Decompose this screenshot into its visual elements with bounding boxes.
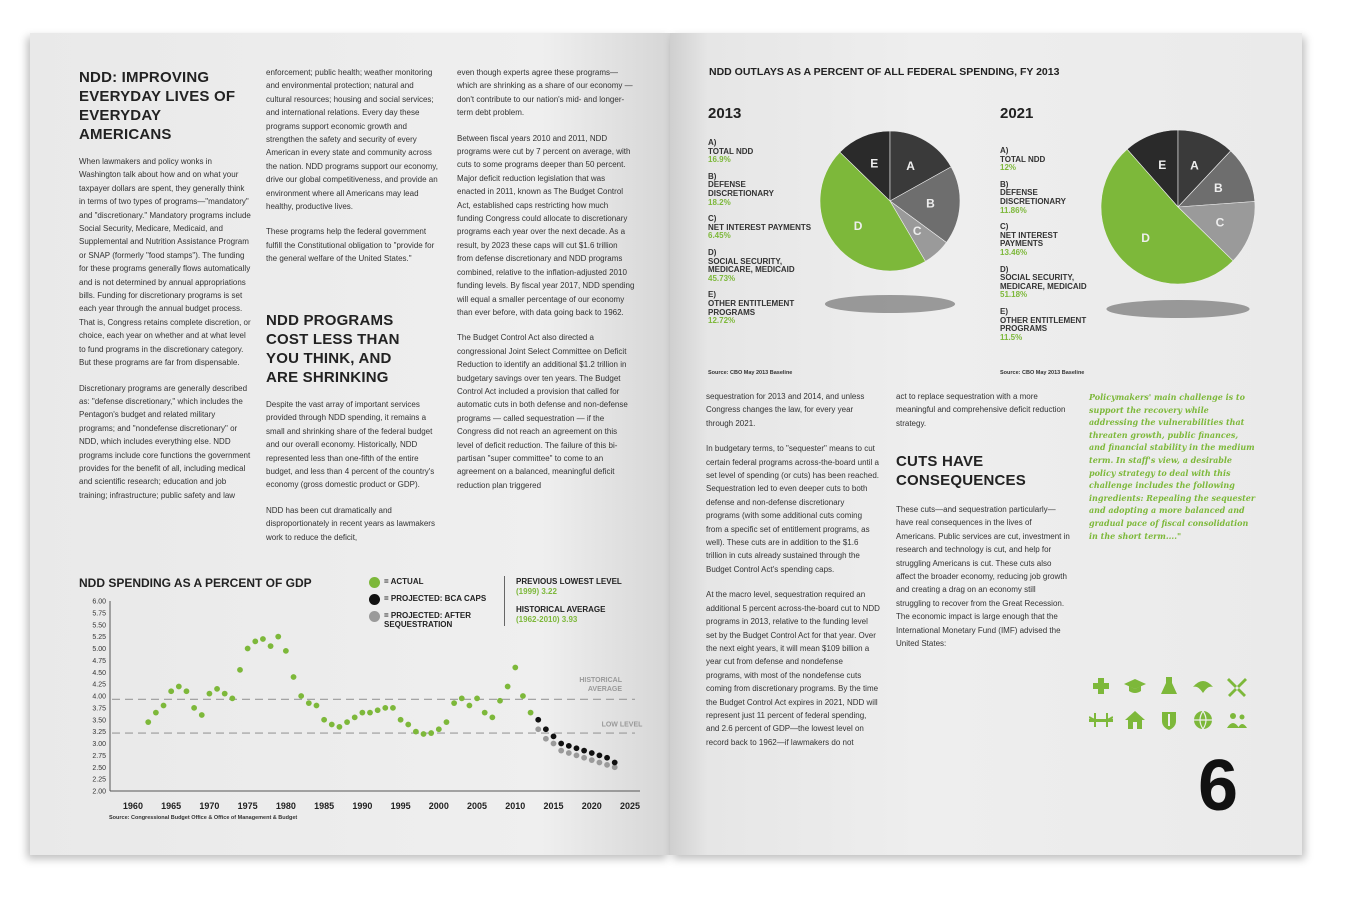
pie-legend-item: E) OTHER ENTITLEMENT PROGRAMS 11.5% bbox=[1000, 306, 1087, 342]
pie-legend-2021 bbox=[1000, 147, 1100, 350]
pie-slice-label: B bbox=[926, 196, 935, 211]
pie-slice-label: C bbox=[1215, 215, 1225, 230]
y-tick-label: 5.25 bbox=[92, 634, 106, 642]
pie-legend-item: B) DEFENSE DISCRETIONARY 11.86% bbox=[1000, 179, 1066, 215]
people-icon bbox=[1225, 709, 1249, 731]
pie-source-2013: Source: CBO May 2013 Baseline bbox=[708, 370, 793, 376]
data-point bbox=[589, 757, 595, 763]
pie-legend-item: C) NET INTEREST PAYMENTS 6.45% bbox=[708, 214, 812, 241]
icon-row bbox=[1089, 675, 1249, 697]
hist-avg-value: (1962-2010) 3.93 bbox=[516, 615, 578, 624]
data-point bbox=[497, 698, 503, 704]
paragraph: The Budget Control Act also directed a congressional Joint Select Committee on Deficit Reduction to identify an additional $1.2 trillion in budgetary savings over ten years. The Budget Control Act included a provision that called for automatic cuts in both defense and non-defense programs — called sequestration — if the Congress did not reach an agreement on this level of deficit reduction. The failure of this bi-partisan "super committee" to come to an agreement on a balanced, meaningful deficit reduction plan triggered bbox=[457, 333, 628, 490]
data-point bbox=[428, 730, 434, 736]
paragraph: act to replace sequestration with a more meaningful and comprehensive deficit reduction strategy. bbox=[896, 392, 1066, 428]
tools-icon bbox=[1225, 675, 1249, 697]
chart-title: NDD SPENDING AS A PERCENT OF GDP bbox=[79, 576, 312, 590]
pie-shadow bbox=[1106, 300, 1249, 318]
data-point bbox=[604, 762, 610, 768]
data-point bbox=[574, 752, 580, 758]
text-column-1 bbox=[79, 155, 251, 514]
y-tick-label: 4.00 bbox=[92, 693, 106, 701]
paragraph: At the macro level, sequestration required an additional 5 percent across-the-board cut to NDD programs in 2013, relative to the funding level set by the Budget Control Act for that year. Over the next eight years, it will mean $109 billion a year cut from defense and nondefense programs, with most of the nondefense cuts coming from discretionary programs. By the time the Budget Control Act expires in 2021, NDD will represent just 11 percent of federal spending, and 2.6 percent of GDP—the lowest level on record back to 1962—if lawmakers do not bbox=[706, 590, 880, 747]
pie-chart-2021 bbox=[1095, 128, 1255, 318]
x-tick-label: 1995 bbox=[390, 801, 411, 811]
data-point bbox=[245, 646, 251, 652]
icon-grid bbox=[1089, 675, 1249, 731]
data-point bbox=[260, 636, 266, 642]
data-point bbox=[306, 700, 312, 706]
x-tick-label: 1980 bbox=[275, 801, 296, 811]
paragraph: Discretionary programs are generally described as: "defense discretionary," which includes the Pentagon's budget and related military programs; and "nondefense discretionary" or NDD, which includes everything else. NDD programs include core functions the government provides for the benefit of all, including medical and scientific research; education and job training; infrastructure; public safety and law bbox=[79, 383, 251, 500]
data-point bbox=[359, 710, 365, 716]
section-heading: NDD PROGRAMS COST LESS THAN YOU THINK, AND ARE SHRINKING bbox=[266, 312, 400, 386]
data-point bbox=[528, 710, 534, 716]
y-tick-label: 2.25 bbox=[92, 776, 106, 784]
medical-cross-icon bbox=[1089, 675, 1113, 697]
data-point bbox=[390, 705, 396, 711]
pie-legend-item: D) SOCIAL SECURITY, MEDICARE, MEDICAID 51.18% bbox=[1000, 264, 1087, 300]
y-tick-label: 4.50 bbox=[92, 669, 106, 677]
data-point bbox=[451, 700, 457, 706]
data-point bbox=[512, 665, 518, 671]
data-point bbox=[207, 691, 213, 697]
legend-dot-green bbox=[369, 577, 380, 588]
data-point bbox=[581, 748, 587, 754]
data-point bbox=[375, 707, 381, 713]
y-tick-label: 2.75 bbox=[92, 752, 106, 760]
pie-slice-label: C bbox=[912, 224, 922, 239]
data-point bbox=[574, 745, 580, 751]
data-point bbox=[229, 695, 235, 701]
paragraph: even though experts agree these programs—which are shrinking as a share of our economy — don't contribute to our nation's mid- and longer-term debt problem. bbox=[457, 68, 633, 118]
pie-legend-item: A) TOTAL NDD 16.9% bbox=[708, 138, 754, 165]
y-tick-label: 2.50 bbox=[92, 764, 106, 772]
data-point bbox=[344, 719, 350, 725]
y-tick-label: 4.75 bbox=[92, 657, 106, 665]
x-tick-label: 2005 bbox=[467, 801, 488, 811]
x-tick-label: 1960 bbox=[122, 801, 143, 811]
data-point bbox=[558, 748, 564, 754]
data-point bbox=[405, 722, 411, 728]
data-point bbox=[413, 729, 419, 735]
pie-slice-label: D bbox=[1141, 230, 1150, 245]
data-point bbox=[597, 760, 603, 766]
left-page bbox=[30, 33, 670, 855]
pie-legend-item: B) DEFENSE DISCRETIONARY 18.2% bbox=[708, 171, 774, 207]
legend-label: = ACTUAL bbox=[384, 577, 424, 586]
flask-icon bbox=[1157, 675, 1181, 697]
data-point bbox=[444, 719, 450, 725]
data-point bbox=[467, 703, 473, 709]
pie-legend-item: C) NET INTEREST PAYMENTS 13.46% bbox=[1000, 222, 1058, 257]
text-column-2 bbox=[266, 66, 441, 278]
paragraph: enforcement; public health; weather monitoring and environmental protection; natural and cultural resources; housing and social services; and international relations. Every day these programs support economic growth and strengthen the safety and security of every American in every state and community across the nation. NDD programs support our economy, drive our global competitiveness, and provide an environment where all Americans may lead healthy, productive lives. bbox=[266, 68, 438, 212]
graduation-cap-icon bbox=[1123, 675, 1147, 697]
hist-avg-line-label: HISTORICAL AVERAGE bbox=[579, 676, 622, 693]
data-point bbox=[535, 726, 541, 732]
data-point bbox=[482, 710, 488, 716]
data-point bbox=[321, 717, 327, 723]
x-tick-label: 1985 bbox=[314, 801, 335, 811]
data-point bbox=[291, 674, 297, 680]
legend-label: = PROJECTED: BCA CAPS bbox=[384, 594, 487, 603]
data-point bbox=[352, 714, 358, 720]
data-point bbox=[581, 755, 587, 761]
bridge-icon bbox=[1089, 709, 1113, 731]
data-point bbox=[589, 750, 595, 756]
data-point bbox=[597, 752, 603, 758]
paragraph: These cuts—and sequestration particularly—have real consequences in the lives of Americans. Public services are cut, investment in research and technology is cut, and help for struggling Americans is cut. These cuts also affect the broader economy, reducing job growth and creating a drag on an economy still struggling to recover from the Great Recession. The economic impact is large enough that the International Monetary Fund (IMF) advised the United States: bbox=[896, 505, 1070, 649]
paragraph: NDD has been cut dramatically and disproportionately in recent years as lawmakers work to reduce the deficit, bbox=[266, 505, 435, 542]
legend-label: = PROJECTED: AFTER SEQUESTRATION bbox=[384, 611, 472, 629]
data-point bbox=[168, 688, 174, 694]
section-heading-consequences: CUTS HAVE CONSEQUENCES bbox=[896, 453, 1026, 489]
x-tick-label: 2025 bbox=[619, 801, 641, 811]
x-tick-label: 2015 bbox=[543, 801, 564, 811]
page-title: NDD: IMPROVING EVERYDAY LIVES OF EVERYDAY AMERICANS bbox=[79, 69, 236, 143]
prev-low-value: (1999) 3.22 bbox=[516, 587, 557, 596]
prev-low-label: PREVIOUS LOWEST LEVEL bbox=[516, 577, 622, 586]
house-icon bbox=[1123, 709, 1147, 731]
data-point bbox=[505, 684, 511, 690]
data-point bbox=[184, 688, 190, 694]
data-point bbox=[551, 733, 557, 739]
pie-slice-label: D bbox=[853, 219, 863, 234]
shield-icon bbox=[1157, 709, 1181, 731]
data-point bbox=[474, 695, 480, 701]
pie-slice-label: E bbox=[1158, 158, 1167, 173]
data-point bbox=[566, 743, 572, 749]
y-tick-label: 2.00 bbox=[92, 788, 106, 796]
pie-legend-item: A) TOTAL NDD 12% bbox=[1000, 146, 1046, 173]
paragraph: When lawmakers and policy wonks in Washington talk about how and on what your taxpayer dollars are spent, they generally think in terms of two types of programs—"mandatory" and "discretionary." Mandatory programs include Social Security, Medicare, Medicaid, and Supplemental and Nutrition Assistance Program or SNAP (formerly "food stamps"). The funding for these programs generally flows automatically and is not determined by annual appropriations bills. Funding for discretionary programs is set each year through the annual budget process. That is, Congress retains complete discretion, or choice, each year on whether and at what level to fund programs in the discretionary category. But these programs are far from dispensable. bbox=[79, 157, 251, 368]
x-tick-label: 1965 bbox=[161, 801, 182, 811]
pie-slice-label: A bbox=[1190, 158, 1199, 173]
hist-avg-label: HISTORICAL AVERAGE bbox=[516, 605, 606, 614]
y-tick-label: 3.25 bbox=[92, 729, 106, 737]
data-point bbox=[367, 710, 373, 716]
x-tick-label: 1975 bbox=[237, 801, 258, 811]
text-column-3 bbox=[457, 66, 635, 504]
y-tick-label: 5.75 bbox=[92, 610, 106, 618]
x-tick-label: 1990 bbox=[352, 801, 373, 811]
data-point bbox=[558, 741, 564, 747]
gdp-scatter-chart bbox=[70, 591, 650, 821]
data-point bbox=[268, 643, 274, 649]
imf-quote: Policymakers' main challenge is to support the recovery while addressing the vulnerabilities that threaten growth, public finances, and financial stability in the medium term. In staff's view, a desirable policy strategy to deal with this challenge includes the following ingredients: Repealing the sequester and adopting a more balanced and gradual pace of fiscal consolidation in the short term...." bbox=[1089, 392, 1256, 541]
pie-legend-2013 bbox=[708, 139, 813, 334]
paragraph: sequestration for 2013 and 2014, and unless Congress changes the law, for every year through 2021. bbox=[706, 392, 865, 428]
data-point bbox=[275, 634, 281, 640]
data-point bbox=[459, 695, 465, 701]
data-point bbox=[398, 717, 404, 723]
data-point bbox=[145, 719, 151, 725]
data-point bbox=[421, 731, 427, 737]
data-point bbox=[176, 684, 182, 690]
paragraph: Despite the vast array of important services provided through NDD spending, it remains a small and shrinking share of the federal budget and our overall economy. Historically, NDD represented less than one-fifth of the entire budget, and less than 4 percent of the country's economy (gross domestic product or GDP). bbox=[266, 400, 435, 490]
data-point bbox=[191, 705, 197, 711]
data-point bbox=[551, 741, 557, 747]
pie-chart-2013 bbox=[815, 121, 965, 316]
pie-slice-label: B bbox=[1213, 180, 1223, 195]
data-point bbox=[252, 638, 258, 644]
y-tick-label: 5.00 bbox=[92, 646, 106, 653]
weather-icon bbox=[1191, 675, 1215, 697]
y-tick-label: 3.75 bbox=[92, 705, 106, 713]
text-column-r2 bbox=[896, 390, 1066, 442]
low-level-line-label: LOW LEVEL bbox=[601, 721, 643, 729]
data-point bbox=[566, 750, 572, 756]
y-tick-label: 5.50 bbox=[92, 622, 106, 630]
data-point bbox=[214, 686, 220, 692]
data-point bbox=[382, 705, 388, 711]
pie-year-2013: 2013 bbox=[708, 105, 742, 122]
data-point bbox=[337, 724, 343, 730]
paragraph: In budgetary terms, to "sequester" means to cut certain federal programs across-the-board until a set level of spending (or cuts) has been reached. Sequestration led to even deeper cuts to both defense and non-defense discretionary programs (with some additional cuts coming from a specific set of entitlement programs, as well). These cuts are in addition to the $1.6 trillion in cuts already sustained through the Budget Control Act's spending caps. bbox=[706, 444, 879, 574]
pie-shadow bbox=[825, 295, 955, 313]
data-point bbox=[283, 648, 289, 654]
text-column-r1 bbox=[706, 390, 880, 761]
data-point bbox=[604, 755, 610, 761]
data-point bbox=[222, 691, 228, 697]
y-tick-label: 4.25 bbox=[92, 681, 106, 689]
legend-actual bbox=[369, 577, 504, 588]
data-point bbox=[237, 667, 243, 673]
pie-year-2021: 2021 bbox=[1000, 105, 1034, 122]
x-tick-label: 1970 bbox=[199, 801, 220, 811]
text-column-r2b bbox=[896, 503, 1070, 662]
pie-slice-label: A bbox=[906, 158, 915, 173]
pies-title: NDD OUTLAYS AS A PERCENT OF ALL FEDERAL SPENDING, FY 2013 bbox=[709, 66, 1060, 78]
data-point bbox=[298, 693, 304, 699]
pie-source-2021: Source: CBO May 2013 Baseline bbox=[1000, 370, 1085, 376]
data-point bbox=[329, 722, 335, 728]
globe-icon bbox=[1191, 709, 1215, 731]
data-point bbox=[543, 736, 549, 742]
data-point bbox=[535, 717, 541, 723]
icon-row bbox=[1089, 709, 1249, 731]
text-column-2b bbox=[266, 398, 441, 556]
paragraph: Between fiscal years 2010 and 2011, NDD programs were cut by 7 percent on average, with cuts to some programs deeper than 50 percent. Major deficit reduction legislation that was enacted in 2011, known as The Budget Control Act, established caps restricting how much funding Congress could allocate to discretionary programs each year over the next decade. As a result, by 2023 these caps will cut $1.6 trillion from defense discretionary and NDD programs combined, relative to the inflation-adjusted 2010 funding levels. By fiscal year 2017, NDD spending will equal a smaller percentage of our economy than ever before, with data going back to 1962. bbox=[457, 133, 635, 317]
x-tick-label: 2020 bbox=[581, 801, 602, 811]
paragraph: These programs help the federal government fulfill the Constitutional obligation to "provide for the general welfare of the United States." bbox=[266, 227, 435, 264]
pie-slice-label: E bbox=[870, 156, 879, 171]
data-point bbox=[153, 710, 159, 716]
pie-legend-item: D) SOCIAL SECURITY, MEDICARE, MEDICAID 45.73% bbox=[708, 247, 795, 283]
right-page bbox=[670, 33, 1302, 855]
data-point bbox=[314, 703, 320, 709]
data-point bbox=[520, 693, 526, 699]
y-tick-label: 3.50 bbox=[92, 717, 106, 725]
data-point bbox=[199, 712, 205, 718]
data-point bbox=[436, 726, 442, 732]
x-tick-label: 2000 bbox=[428, 801, 449, 811]
chart-source: Source: Congressional Budget Office & Office of Management & Budget bbox=[109, 815, 298, 821]
data-point bbox=[612, 760, 618, 766]
y-tick-label: 3.00 bbox=[92, 741, 106, 748]
pie-legend-item: E) OTHER ENTITLEMENT PROGRAMS 12.72% bbox=[708, 290, 795, 326]
y-tick-label: 6.00 bbox=[92, 598, 106, 606]
page-number: 6 bbox=[1198, 746, 1239, 826]
x-tick-label: 2010 bbox=[505, 801, 526, 811]
data-point bbox=[543, 726, 549, 732]
data-point bbox=[161, 703, 167, 709]
data-point bbox=[489, 714, 495, 720]
